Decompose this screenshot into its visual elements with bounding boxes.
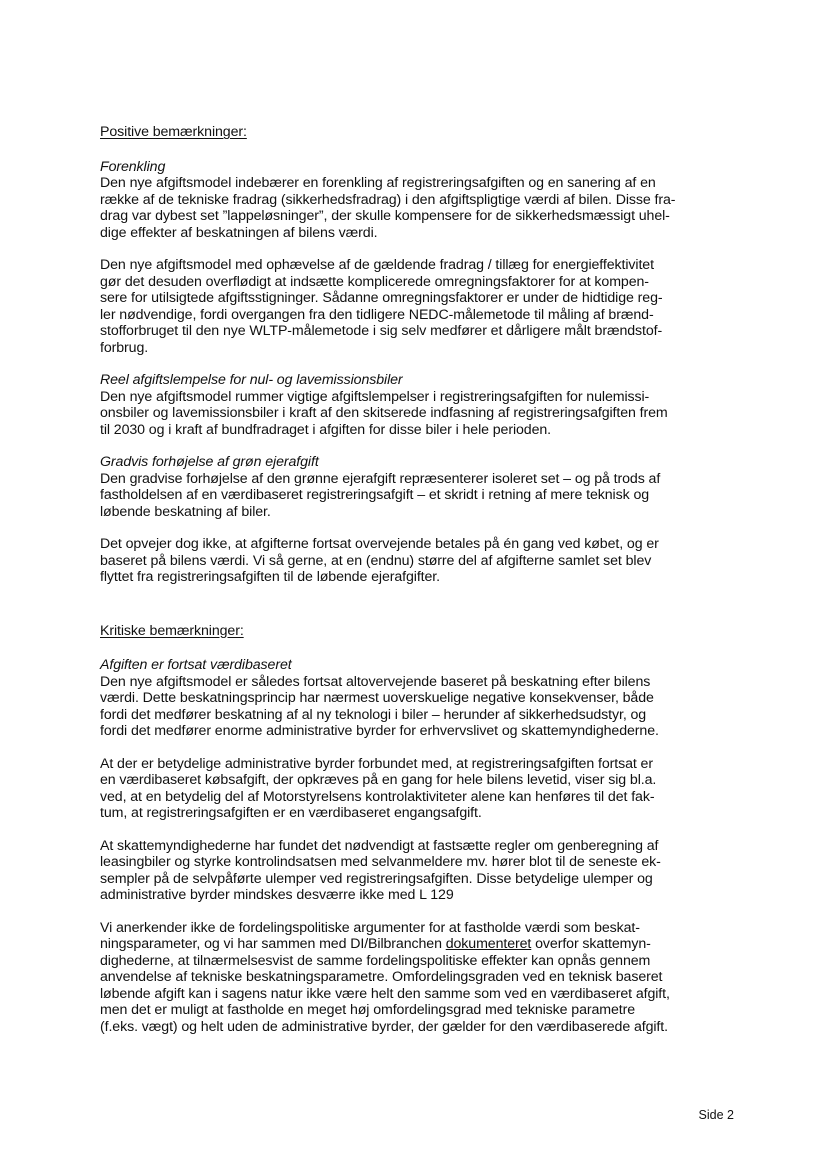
text-line: [100, 936, 740, 953]
text-line: men det er muligt at fastholde en meget høj omfordelingsgrad med tekniske parametre: [100, 1002, 636, 1018]
text-line: flyttet fra registreringsafgiften til de løbende ejerafgifter.: [100, 569, 440, 585]
text-line: onsbiler og lavemissionsbiler i kraft af den skitserede indfasning af registreringsafgiften frem: [100, 405, 668, 421]
gradvis-title: Gradvis forhøjelse af grøn ejerafgift: [100, 454, 319, 470]
page-body: [100, 124, 740, 1035]
forenkling-paragraph-1: [100, 175, 740, 241]
text-line: At der er betydelige administrative byrder forbundet med, at registreringsafgiften fortsat er: [100, 755, 653, 772]
vaerdibaseret-paragraph-4: [100, 920, 740, 1036]
text-line: drag var dybest set ”lappeløsninger”, der skulle kompensere for de sikkerhedsmæssigt uhel-: [100, 208, 670, 224]
text-line: forbrug.: [100, 339, 149, 356]
text-line: en værdibaseret købsafgift, der opkræves på en gang for hele bilens levetid, viser sig bl.a.: [100, 772, 657, 788]
text-line: sempler på de selvpåførte ulemper ved registreringsafgiften. Disse betydelige ulemper og: [100, 870, 653, 887]
vaerdibaseret-title: Afgiften er fortsat værdibaseret: [100, 657, 292, 673]
text-line: ved, at en betydelig del af Motorstyrelsens kontrolaktiviteter alene kan henføres til det fak-: [100, 788, 655, 805]
text-line: række af de tekniske fradrag (sikkerhedsfradrag) i den afgiftspligtige værdi af bilen. Disse fra-: [100, 191, 676, 208]
text-line: løbende afgift kan i sagens natur ikke være helt den samme som ved en værdibaseret afgift,: [100, 985, 670, 1002]
text-line: Den nye afgiftsmodel rummer vigtige afgiftslempelser i registreringsafgiften for nulemissi-: [100, 388, 650, 405]
vaerdibaseret-paragraph-2: [100, 756, 740, 822]
gradvis-paragraph-1: [100, 471, 740, 521]
forenkling-title: Forenkling: [100, 158, 166, 175]
text-line: stofforbruget til den nye WLTP-målemetode i sig selv medfører et dårligere målt brændstof-: [100, 323, 663, 339]
text-line: Den gradvise forhøjelse af den grønne ejerafgift repræsenterer isoleret set – og på trods af: [100, 470, 661, 487]
text-fragment: ningsparameter, og vi har sammen med DI/Bilbranchen: [100, 936, 446, 952]
text-line: anvendelse af tekniske beskatningsparametre. Omfordelingsgraden ved en teknisk baseret: [100, 969, 663, 985]
text-line: Vi anerkender ikke de fordelingspolitiske argumenter for at fastholde værdi som beskat-: [100, 919, 640, 936]
reel-paragraph-1: [100, 389, 740, 439]
text-line: fordi det medfører enorme administrative byrder for erhvervslivet og skattemyndighederne.: [100, 723, 659, 739]
text-line: ler nødvendige, fordi overgangen fra den tidligere NEDC-målemetode til måling af brænd-: [100, 306, 654, 323]
text-line: til 2030 og i kraft af bundfradraget i afgiften for disse biler i hele perioden.: [100, 421, 552, 438]
text-line: baseret på bilens værdi. Vi så gerne, at en (endnu) større del af afgifterne samlet set blev: [100, 552, 652, 569]
text-line: fastholdelsen af en værdibaseret registreringsafgift – et skridt i retning af mere teknisk og: [100, 487, 650, 503]
text-line: tum, at registreringsafgiften er en værdibaseret engangsafgift.: [100, 805, 482, 821]
text-line: værdi. Dette beskatningsprincip har nærmest uoverskuelige negative konsekvenser, både: [100, 690, 654, 706]
positive-heading: Positive bemærkninger:: [100, 124, 247, 140]
text-line: fordi det medfører beskatning af al ny teknologi i biler – herunder af sikkerhedsudstyr, og: [100, 706, 647, 723]
vaerdibaseret-paragraph-1: [100, 674, 740, 740]
page-number: Side 2: [698, 1108, 734, 1122]
text-line: gør det desuden overflødigt at indsætte komplicerede omregningsfaktorer for at kompen-: [100, 273, 649, 290]
text-line: løbende beskatning af biler.: [100, 503, 271, 520]
text-line: (f.eks. vægt) og helt uden de administrative byrder, der gælder for den værdibaserede afgift.: [100, 1018, 668, 1035]
vaerdibaseret-paragraph-3: [100, 838, 740, 904]
critical-heading: Kritiske bemærkninger:: [100, 622, 244, 639]
reel-title: Reel afgiftslempelse for nul- og lavemissionsbiler: [100, 372, 403, 388]
text-line: Det opvejer dog ikke, at afgifterne fortsat overvejende betales på én gang ved købet, og er: [100, 536, 659, 552]
text-line: Den nye afgiftsmodel med ophævelse af de gældende fradrag / tillæg for energieffektivitet: [100, 257, 654, 273]
text-line: sere for utilsigtede afgiftsstigninger. Sådanne omregningsfaktorer er under de hidtidige reg-: [100, 290, 663, 306]
dokumenteret-link[interactable]: dokumenteret: [445, 936, 532, 952]
forenkling-paragraph-2: [100, 257, 740, 356]
text-line: leasingbiler og styrke kontrolindsatsen med selvanmeldere mv. hører blot til de seneste ek-: [100, 854, 661, 870]
text-line: administrative byrder mindskes desværre ikke med L 129: [100, 887, 454, 903]
gradvis-paragraph-2: [100, 536, 740, 586]
text-line: Den nye afgiftsmodel indebærer en forenkling af registreringsafgiften og en sanering af en: [100, 175, 656, 191]
text-fragment: overfor skattemyn-: [531, 936, 651, 952]
text-line: Den nye afgiftsmodel er således fortsat altovervejende baseret på beskatning efter bilens: [100, 673, 651, 690]
text-line: At skattemyndighederne har fundet det nødvendigt at fastsætte regler om genberegning af: [100, 837, 659, 854]
text-line: dighederne, at tilnærmelsesvist de samme fordelingspolitiske effekter kan opnås gennem: [100, 952, 651, 969]
text-line: dige effekter af beskatningen af bilens værdi.: [100, 224, 378, 241]
